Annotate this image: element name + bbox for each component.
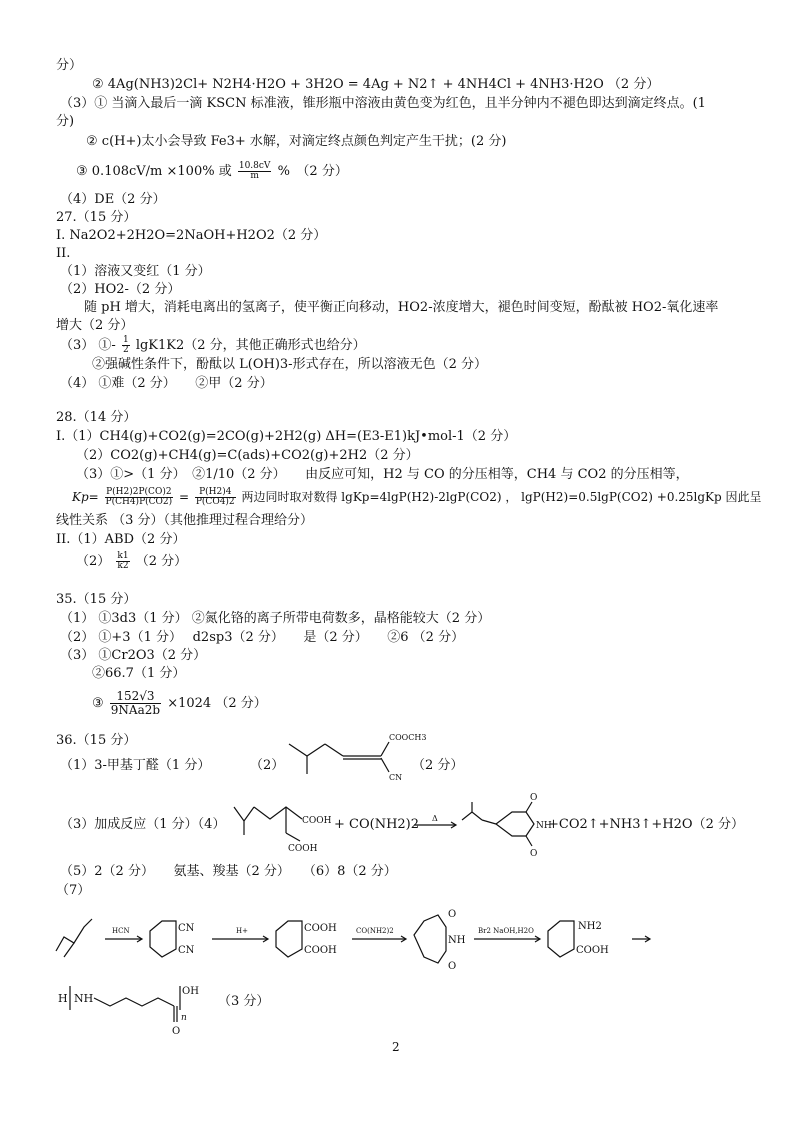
fraction-denominator: k2 [117, 561, 129, 571]
fraction [110, 690, 161, 717]
question-heading: 35.（15 分） [56, 592, 137, 607]
fraction-numerator: 1 [122, 335, 129, 345]
bond-chain [254, 807, 302, 819]
oxygen-label: O [448, 961, 457, 972]
text-line: 增大（2 分） [56, 318, 134, 333]
fraction-denominator: m [250, 171, 259, 181]
formula-line [76, 552, 187, 571]
bond-isopropyl [289, 744, 325, 756]
text-line: （2）HO2-（2 分） [60, 282, 181, 297]
text-segment: ×1024 （2 分） [167, 696, 267, 711]
butadiene-bond [64, 943, 74, 957]
ester-label: COOCH3 [389, 733, 427, 742]
text-line: （5）2（2 分） 氨基、羧基（2 分） （6）8（2 分） [60, 864, 397, 879]
oxygen-label: O [172, 1026, 181, 1037]
reagent-label: Br2 NaOH,H2O [478, 927, 534, 935]
text-line: （1）溶液又变红（1 分） [60, 264, 211, 279]
bond-branch-2 [286, 833, 300, 841]
bond-isopropyl [234, 807, 254, 821]
fraction [105, 488, 174, 507]
synthesis-route [50, 905, 750, 975]
text-line: （3）①>（1 分） ②1/10（2 分） 由反应可知，H2 与 CO 的分压相等，CH4 与 CO2 的分压相等， [76, 467, 689, 482]
fraction-denominator: P(CH4)P(CO2) [105, 497, 173, 507]
question-heading: 36.（15 分） [56, 733, 137, 748]
text-line: （2） ①+3（1 分） d2sp3（2 分） 是（2 分） ②6 （2 分） [60, 630, 465, 645]
ring-2 [276, 921, 302, 957]
question-heading: 28.（14 分） [56, 410, 137, 425]
equation-line: ② 4Ag(NH3)2Cl+ N2H4·H2O + 3H2O = 4Ag + N2↑ + 4NH4Cl + 4NH3·H2O （2 分） [92, 77, 660, 92]
reagent-label: CO(NH2)2 [356, 927, 394, 935]
reagent-label: H+ [236, 927, 248, 935]
ring-3 [414, 915, 446, 963]
text-segment: （2 分） [135, 554, 188, 569]
text-line: 分) [56, 114, 75, 129]
subscript-n: n [181, 1013, 187, 1023]
structure-q4-reactant [230, 795, 340, 855]
formula-line [92, 690, 267, 717]
fraction-denominator: P(CO4)2 [195, 497, 235, 507]
text-line: 分） [56, 58, 83, 73]
carboxyl-label: COOH [304, 945, 337, 956]
carboxyl-label: COOH [288, 844, 318, 854]
carboxyl-label: COOH [302, 816, 332, 826]
fraction-numerator: P(H2)4 [195, 488, 236, 498]
fraction [116, 552, 129, 571]
text-line: （4）DE（2 分） [60, 192, 166, 207]
bond-to-nitrile [381, 758, 389, 772]
reagent-label: HCN [112, 927, 130, 935]
formula-line [76, 162, 348, 181]
structure-q4-product [460, 790, 550, 860]
bond-ch2 [325, 744, 343, 756]
equation-line: I. Na2O2+2H2O=2NaOH+H2O2（2 分） [56, 228, 327, 243]
oxygen-label: O [530, 849, 538, 859]
oh-label: OH [182, 986, 199, 997]
nh-label: NH [74, 992, 94, 1005]
butadiene [56, 919, 92, 951]
oxygen-label: O [530, 793, 538, 803]
nitrile-label: CN [178, 923, 195, 934]
formula-line [72, 488, 762, 507]
text-line: （7） [56, 883, 91, 898]
equation-line: I.（1）CH4(g)+CO2(g)=2CO(g)+2H2(g) ΔH=(E3-E1)kJ•mol-1（2 分） [56, 429, 517, 444]
h-label: H [58, 992, 68, 1005]
text-line: （1） ①3d3（1 分） ②氮化铬的离子所带电荷数多，晶格能较大（2 分） [60, 611, 491, 626]
text-line: ②66.7（1 分） [92, 666, 186, 681]
nh-label: NH [448, 935, 466, 946]
text-line: （2） [250, 758, 285, 773]
text-line: （3） ①Cr2O3（2 分） [60, 648, 207, 663]
fraction-numerator: 152√3 [110, 690, 161, 704]
fraction-denominator: 2 [122, 345, 129, 355]
text-segment: Kp= [72, 490, 99, 504]
nh-label: NH [536, 821, 552, 831]
question-heading: 27.（15 分） [56, 210, 137, 225]
carboxyl-label: COOH [576, 945, 609, 956]
ring-4 [548, 921, 574, 957]
carboxyl-label: COOH [304, 923, 337, 934]
ring-1 [150, 921, 176, 957]
amino-label: NH2 [578, 921, 602, 932]
fraction [122, 336, 130, 355]
bond-link [482, 820, 496, 824]
fraction-numerator: P(H2)2P(CO)2 [106, 487, 172, 497]
text-line: ②强碱性条件下，酚酞以 L(OH)3-形式存在，所以溶液无色（2 分） [92, 357, 487, 372]
text-line: （3）① 当滴入最后一滴 KSCN 标准液，锥形瓶中溶液由黄色变为红色，且半分钟内不褪色即达到滴定终点。(1 [60, 96, 706, 111]
oxygen-label: O [448, 909, 457, 920]
text-line: +CO2↑+NH3↑+H2O（2 分） [548, 817, 744, 832]
fraction-numerator: k1 [117, 551, 129, 561]
text-line: 线性关系 （3 分）（其他推理过程合理给分） [56, 513, 314, 528]
carbonyl-bond [526, 836, 532, 846]
fraction-numerator: 10.8cV [238, 161, 271, 171]
bond-isopropyl [462, 812, 482, 820]
reaction-arrow [412, 812, 460, 832]
fraction [238, 162, 272, 181]
delta-label: Δ [432, 814, 438, 823]
text-segment: 两边同时取对数得 lgKp=4lgP(H2)-2lgP(CO2) ， lgP(H2)=0.5lgP(CO2) +0.25lgKp 因此呈 [241, 490, 762, 504]
equation-line: （2）CO2(g)+CH4(g)=C(ads)+CO2(g)+2H2（2 分） [76, 448, 419, 463]
text-line: 随 pH 增大，消耗电离出的氢离子，使平衡正向移动，HO2-浓度增大，褪色时间变短，酚酞被 HO2-氧化速率 [84, 300, 719, 315]
polymer-chain [94, 998, 174, 1006]
carbonyl-bond [526, 802, 532, 812]
text-line: （4） ①难（2 分） ②甲（2 分） [60, 376, 273, 391]
text-segment: lgK1K2（2 分，其他正确形式也给分） [135, 338, 366, 353]
fraction-denominator: 9NAa2b [110, 703, 161, 717]
text-line: （3）加成反应（1 分）（4） [60, 817, 226, 832]
fraction [195, 488, 236, 507]
polymer-structure [56, 980, 226, 1035]
text-line: ② c(H+)太小会导致 Fe3+ 水解，对滴定终点颜色判定产生干扰；(2 分) [86, 134, 507, 149]
structure-q2 [285, 730, 427, 790]
imide-ring [496, 812, 534, 836]
text-line: （3 分） [218, 994, 270, 1009]
bond-to-ester [381, 742, 389, 756]
text-segment: % （2 分） [277, 164, 348, 179]
text-segment: ③ [92, 696, 104, 711]
text-line: II. [56, 246, 71, 261]
nitrile-label: CN [389, 773, 403, 782]
text-segment: = [178, 490, 190, 504]
text-segment: （2） [76, 554, 111, 569]
text-line: II.（1）ABD（2 分） [56, 532, 186, 547]
formula-line [60, 336, 366, 355]
text-segment: ③ 0.108cV/m ×100% 或 [76, 164, 232, 179]
text-line: + CO(NH2)2 [334, 817, 420, 832]
nitrile-label: CN [178, 945, 195, 956]
text-line: （2 分） [412, 758, 464, 773]
text-segment: （3） ①- [60, 338, 116, 353]
page-number: 2 [392, 1040, 400, 1054]
text-line: （1）3-甲基丁醛（1 分） [60, 758, 211, 773]
